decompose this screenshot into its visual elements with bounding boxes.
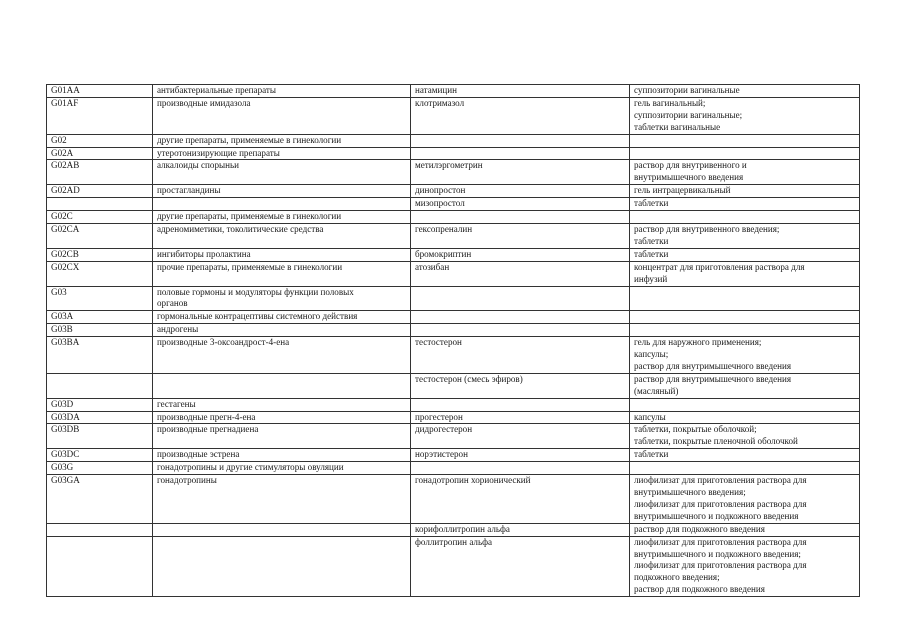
atc-code-cell: G01AA [47, 85, 153, 98]
pharmacological-group-cell: производные эстрена [153, 449, 411, 462]
table-row [47, 462, 860, 475]
pharmacological-group-cell: гонадотропины [153, 475, 411, 524]
drug-name-cell [411, 286, 630, 311]
dosage-form-cell: таблетки [630, 248, 860, 261]
atc-code-cell [47, 536, 153, 597]
table-row [47, 449, 860, 462]
pharmacological-group-cell: производные 3-оксоандрост-4-ена [153, 337, 411, 374]
atc-code-cell [47, 523, 153, 536]
drug-name-cell: тестостерон (смесь эфиров) [411, 373, 630, 398]
table-row [47, 160, 860, 185]
drug-name-cell: прогестерон [411, 411, 630, 424]
dosage-form-cell [630, 147, 860, 160]
atc-code-cell: G02AD [47, 185, 153, 198]
drug-name-cell: гексопреналин [411, 223, 630, 248]
drug-name-cell [411, 311, 630, 324]
pharmacological-group-cell: половые гормоны и модуляторы функции половых органов [153, 286, 411, 311]
pharmacological-group-cell [153, 536, 411, 597]
table-row [47, 147, 860, 160]
pharmacological-group-cell [153, 198, 411, 211]
table-body [47, 85, 860, 597]
atc-code-cell: G03DC [47, 449, 153, 462]
drug-name-cell [411, 324, 630, 337]
drug-name-cell [411, 134, 630, 147]
atc-code-cell: G02AB [47, 160, 153, 185]
dosage-form-cell [630, 462, 860, 475]
atc-code-cell: G02C [47, 211, 153, 224]
drug-classification-table [46, 84, 860, 597]
pharmacological-group-cell: андрогены [153, 324, 411, 337]
dosage-form-cell: лиофилизат для приготовления раствора для внутримышечного и подкожного введения; лиофилизат для приготовления раствора для подкожного введения; раствор для подкожного введения [630, 536, 860, 597]
drug-name-cell: тестостерон [411, 337, 630, 374]
pharmacological-group-cell: производные прегнадиена [153, 424, 411, 449]
atc-code-cell: G03BA [47, 337, 153, 374]
table-row [47, 198, 860, 211]
dosage-form-cell: гель вагинальный; суппозитории вагинальные; таблетки вагинальные [630, 97, 860, 134]
dosage-form-cell [630, 286, 860, 311]
atc-code-cell: G02CX [47, 261, 153, 286]
dosage-form-cell [630, 398, 860, 411]
pharmacological-group-cell: другие препараты, применяемые в гинекологии [153, 134, 411, 147]
pharmacological-group-cell: адреномиметики, токолитические средства [153, 223, 411, 248]
atc-code-cell: G01AF [47, 97, 153, 134]
table-row [47, 286, 860, 311]
table-row [47, 475, 860, 524]
drug-name-cell [411, 147, 630, 160]
pharmacological-group-cell: производные имидазола [153, 97, 411, 134]
pharmacological-group-cell: другие препараты, применяемые в гинекологии [153, 211, 411, 224]
atc-code-cell: G02A [47, 147, 153, 160]
dosage-form-cell: капсулы [630, 411, 860, 424]
table-row [47, 324, 860, 337]
dosage-form-cell: гель интрацервикальный [630, 185, 860, 198]
atc-code-cell: G03 [47, 286, 153, 311]
table-row [47, 373, 860, 398]
pharmacological-group-cell: простагландины [153, 185, 411, 198]
atc-code-cell: G03GA [47, 475, 153, 524]
pharmacological-group-cell: алкалоиды спорыньи [153, 160, 411, 185]
drug-name-cell: гонадотропин хорионический [411, 475, 630, 524]
dosage-form-cell: лиофилизат для приготовления раствора для внутримышечного введения; лиофилизат для приготовления раствора для внутримышечного и подкожного введения [630, 475, 860, 524]
atc-code-cell: G03DA [47, 411, 153, 424]
drug-name-cell: натамицин [411, 85, 630, 98]
table-row [47, 211, 860, 224]
atc-code-cell [47, 198, 153, 211]
dosage-form-cell [630, 324, 860, 337]
pharmacological-group-cell [153, 373, 411, 398]
drug-name-cell [411, 398, 630, 411]
table-row [47, 85, 860, 98]
pharmacological-group-cell: гормональные контрацептивы системного действия [153, 311, 411, 324]
atc-code-cell [47, 373, 153, 398]
table-row [47, 523, 860, 536]
dosage-form-cell: раствор для внутривенного введения; таблетки [630, 223, 860, 248]
table-row [47, 134, 860, 147]
atc-code-cell: G03B [47, 324, 153, 337]
drug-name-cell: метилэргометрин [411, 160, 630, 185]
drug-name-cell: динопростон [411, 185, 630, 198]
table-row [47, 398, 860, 411]
table-row [47, 185, 860, 198]
table-row [47, 261, 860, 286]
drug-name-cell: бромокриптин [411, 248, 630, 261]
pharmacological-group-cell: утеротонизирующие препараты [153, 147, 411, 160]
table-row [47, 97, 860, 134]
table-row [47, 337, 860, 374]
dosage-form-cell: таблетки [630, 198, 860, 211]
drug-name-cell: атозибан [411, 261, 630, 286]
atc-code-cell: G02CB [47, 248, 153, 261]
pharmacological-group-cell: ингибиторы пролактина [153, 248, 411, 261]
drug-name-cell: мизопростол [411, 198, 630, 211]
dosage-form-cell: таблетки, покрытые оболочкой; таблетки, покрытые пленочной оболочкой [630, 424, 860, 449]
pharmacological-group-cell: антибактериальные препараты [153, 85, 411, 98]
dosage-form-cell: таблетки [630, 449, 860, 462]
dosage-form-cell: суппозитории вагинальные [630, 85, 860, 98]
pharmacological-group-cell: гонадотропины и другие стимуляторы овуляции [153, 462, 411, 475]
table-row [47, 536, 860, 597]
table-row [47, 223, 860, 248]
pharmacological-group-cell [153, 523, 411, 536]
table-row [47, 411, 860, 424]
table-row [47, 248, 860, 261]
atc-code-cell: G02 [47, 134, 153, 147]
atc-code-cell: G02CA [47, 223, 153, 248]
drug-name-cell [411, 211, 630, 224]
pharmacological-group-cell: гестагены [153, 398, 411, 411]
dosage-form-cell: раствор для внутривенного и внутримышечного введения [630, 160, 860, 185]
drug-name-cell [411, 462, 630, 475]
dosage-form-cell: раствор для внутримышечного введения (масляный) [630, 373, 860, 398]
pharmacological-group-cell: производные прегн-4-ена [153, 411, 411, 424]
atc-code-cell: G03A [47, 311, 153, 324]
drug-name-cell: клотримазол [411, 97, 630, 134]
atc-code-cell: G03D [47, 398, 153, 411]
dosage-form-cell: концентрат для приготовления раствора для инфузий [630, 261, 860, 286]
dosage-form-cell [630, 211, 860, 224]
atc-code-cell: G03DB [47, 424, 153, 449]
drug-name-cell: дидрогестерон [411, 424, 630, 449]
atc-code-cell: G03G [47, 462, 153, 475]
drug-name-cell: фоллитропин альфа [411, 536, 630, 597]
table-row [47, 424, 860, 449]
dosage-form-cell: раствор для подкожного введения [630, 523, 860, 536]
dosage-form-cell [630, 134, 860, 147]
pharmacological-group-cell: прочие препараты, применяемые в гинекологии [153, 261, 411, 286]
drug-name-cell: норэтистерон [411, 449, 630, 462]
dosage-form-cell [630, 311, 860, 324]
dosage-form-cell: гель для наружного применения; капсулы; раствор для внутримышечного введения [630, 337, 860, 374]
drug-name-cell: корифоллитропин альфа [411, 523, 630, 536]
table-row [47, 311, 860, 324]
